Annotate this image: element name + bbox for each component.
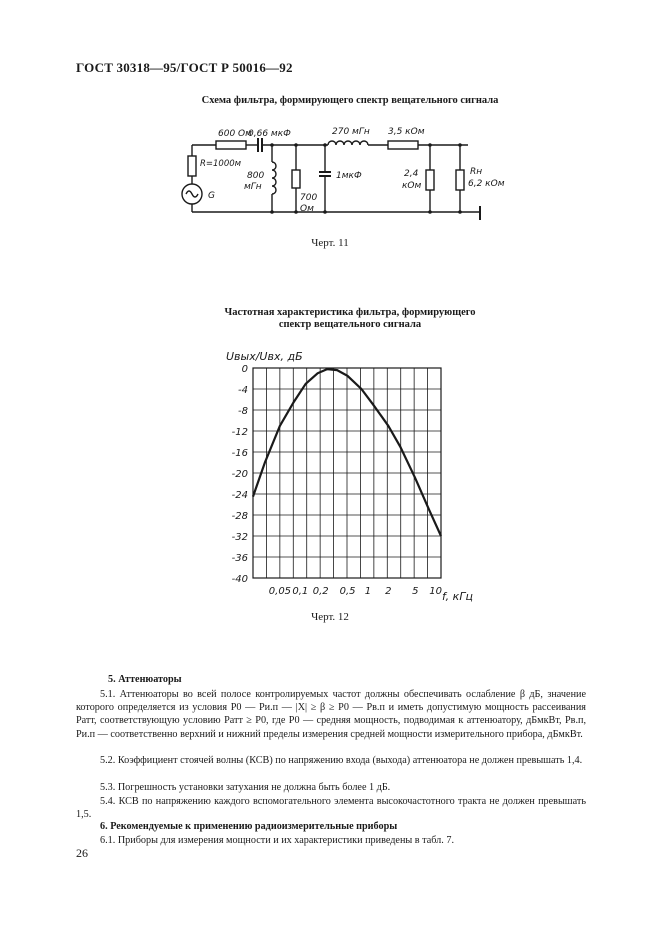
y-tick-label: -12 <box>231 427 248 438</box>
figure-12-title-line1: Частотная характеристика фильтра, формирующего <box>224 307 476 318</box>
y-tick-label: -16 <box>231 448 248 459</box>
label-r700-unit: Ом <box>300 204 314 214</box>
y-tick-label: 0 <box>241 364 248 375</box>
x-tick-label: 0,2 <box>312 586 329 597</box>
label-l800-unit: мГн <box>244 182 262 192</box>
filter-circuit-diagram <box>180 118 505 233</box>
section-5-4: 5.4. КСВ по напряжению каждого вспомогательного элемента высокочастотного тракта не должен превышать 1,5. <box>76 796 586 821</box>
page-header: ГОСТ 30318—95/ГОСТ Р 50016—92 <box>76 60 293 75</box>
figure-11-title: Схема фильтра, формирующего спектр вещательного сигнала <box>201 95 499 106</box>
x-tick-label: 0,5 <box>339 586 356 597</box>
frequency-response-chart <box>210 340 480 605</box>
section-5-3: 5.3. Погрешность установки затухания не должна быть более 1 дБ. <box>100 782 391 793</box>
resistor-2-4k <box>426 170 434 190</box>
y-tick-label: -4 <box>238 385 248 396</box>
section-6-1: 6.1. Приборы для измерения мощности и их характеристики приведены в табл. 7. <box>100 835 454 846</box>
label-c066: 0,66 мкФ <box>248 129 291 139</box>
label-r700-value: 700 <box>300 193 318 203</box>
label-l270: 270 мГн <box>332 127 370 137</box>
x-tick-label: 5 <box>412 586 419 597</box>
section-5-heading: 5. Аттенюаторы <box>108 674 182 685</box>
label-r-source: R=1000м <box>200 159 242 169</box>
section-6-heading: 6. Рекомендуемые к применению радиоизмерительные приборы <box>100 821 398 832</box>
y-tick-label: -20 <box>231 469 248 480</box>
x-tick-label: 0,05 <box>268 586 292 597</box>
y-tick-label: -32 <box>231 532 248 543</box>
x-tick-label: 10 <box>429 586 443 597</box>
figure-12-title-line2: спектр вещательного сигнала <box>278 319 422 330</box>
label-r3-5k: 3,5 кОм <box>388 127 425 137</box>
resistor-3-5k <box>388 141 418 149</box>
label-r600: 600 Ом <box>218 129 252 139</box>
resistor-700 <box>292 170 300 188</box>
figure-12-caption: Черт. 12 <box>311 611 349 623</box>
figure-11-caption: Черт. 11 <box>311 237 349 249</box>
x-tick-label: 0,1 <box>292 586 309 597</box>
y-tick-label: -36 <box>231 553 248 564</box>
y-tick-label: -8 <box>238 406 248 417</box>
inductor-270 <box>328 141 368 145</box>
label-r2-4k-unit: кОм <box>402 181 422 191</box>
source-resistor <box>188 156 196 176</box>
section-5-1: 5.1. Аттенюаторы во всей полосе контролируемых частот должны обеспечивать ослабление β дБ, значение которого определяется из условия P0 — Pи.п — |X| ≥ β ≥ P0 — Pв.п и иметь допустимую мощность рассеивания Pатт, соответствующую условию Pатт ≥ P0, где P0 — средняя мощность, подводимая к аттенюатору, дБмкВт, Pв.п, Pи.п — соответственно верхний и нижний пределы измерения средней мощности измерительного прибора, дБмкВт. <box>76 689 586 740</box>
section-5-2: 5.2. Коэффициент стоячей волны (КСВ) по напряжению входа (выхода) аттенюатора не должен превышать 1,4. <box>100 755 583 766</box>
label-c1: 1мкФ <box>336 171 362 181</box>
label-l800-value: 800 <box>247 171 265 181</box>
label-r2-4k-value: 2,4 <box>404 169 419 179</box>
inductor-800 <box>272 162 276 194</box>
y-tick-label: -24 <box>231 490 248 501</box>
y-tick-label: -40 <box>231 574 248 585</box>
y-axis-label: Uвых/Uвх, дБ <box>226 350 303 363</box>
resistor-600 <box>216 141 246 149</box>
x-axis-label: f, кГц <box>442 590 473 603</box>
page-number: 26 <box>76 846 88 860</box>
y-tick-label: -28 <box>231 511 248 522</box>
label-generator: G <box>208 191 215 201</box>
label-rh: Rн <box>470 167 483 177</box>
x-tick-label: 1 <box>364 586 372 597</box>
label-rh-value: 6,2 кОм <box>468 179 505 189</box>
load-resistor <box>456 170 464 190</box>
x-tick-label: 2 <box>385 586 392 597</box>
